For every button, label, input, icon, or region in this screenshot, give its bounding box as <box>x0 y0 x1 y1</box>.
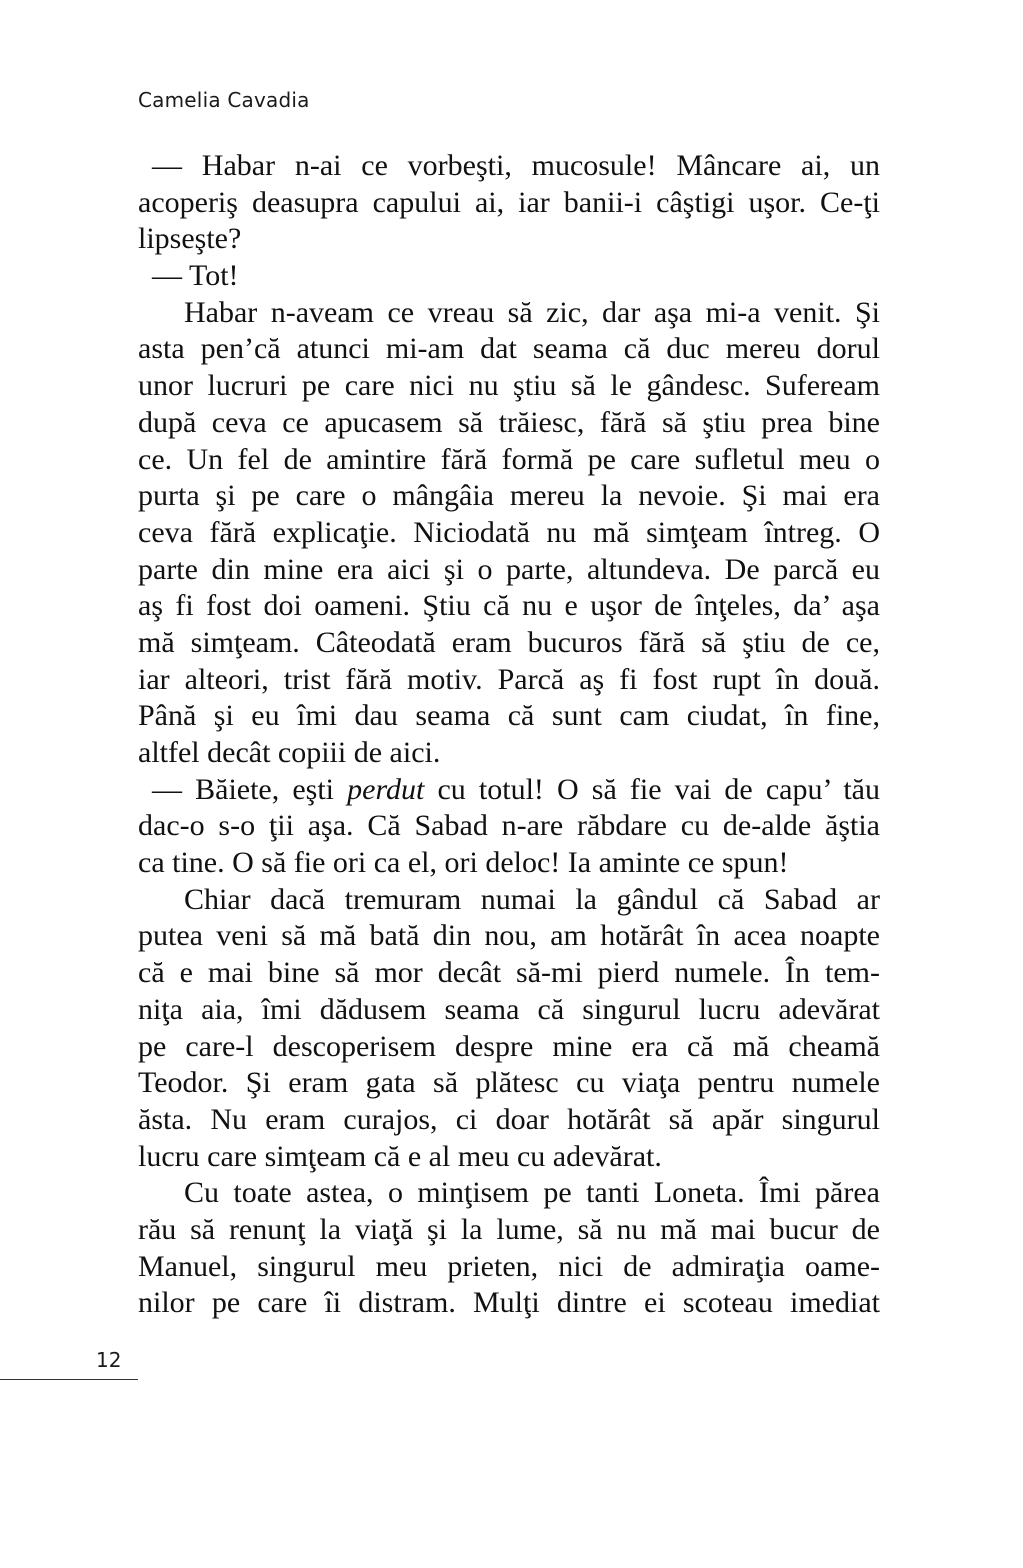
text-line: dac-o s-o ţii aşa. Că Sabad n-are răbdare cu de-alde ăştia <box>138 809 880 843</box>
text-line: Teodor. Şi eram gata să plătesc cu viaţa pentru numele <box>138 1066 880 1100</box>
text-line: Habar n-aveam ce vreau să zic, dar aşa mi-a venit. Şi <box>184 295 880 329</box>
body-text <box>138 148 880 1322</box>
text-line: ceva fără explicaţie. Niciodată nu mă simţeam întreg. O <box>138 515 880 549</box>
text-line: după ceva ce apucasem să trăiesc, fără să ştiu prea bine <box>138 405 880 439</box>
text-line: — Habar n-ai ce vorbeşti, mucosule! Mâncare ai, un <box>152 149 880 182</box>
text-line <box>138 772 880 809</box>
text-line: altfel decât copiii de aici. <box>138 736 441 769</box>
text-segment: — Băiete, eşti <box>152 772 348 806</box>
text-line: — Tot! <box>152 259 239 293</box>
text-line: Cu toate astea, o minţisem pe tanti Loneta. Îmi părea <box>184 1176 880 1210</box>
text-line: putea veni să mă bată din nou, am hotărât în acea noapte <box>138 919 880 953</box>
text-line: lucru care simţeam că e al meu cu adevărat. <box>138 1139 662 1173</box>
running-header-author: Camelia Cavadia <box>138 88 310 112</box>
text-line: aş fi fost doi oameni. Ştiu că nu e uşor de înţeles, da’ aşa <box>138 589 880 623</box>
footer-rule <box>0 1379 138 1380</box>
text-line: ca tine. O să fie ori ca el, ori deloc! Ia aminte ce spun! <box>138 846 789 880</box>
text-line: mă simţeam. Câteodată eram bucuros fără să ştiu de ce, <box>138 625 880 659</box>
italic-word: perdut <box>347 772 425 806</box>
text-line: ce. Un fel de amintire fără formă pe care sufletul meu o <box>138 442 880 476</box>
text-line: purta şi pe care o mângâia mereu la nevoie. Şi mai era <box>138 479 880 513</box>
text-line: parte din mine era aici şi o parte, altundeva. De parcă eu <box>138 552 880 586</box>
text-line: asta pen’că atunci mi-am dat seama că duc mereu dorul <box>138 332 880 366</box>
text-segment: cu totul! O să fie vai de capu’ tău <box>424 772 880 806</box>
text-line: ăsta. Nu eram curajos, ci doar hotărât să apăr singurul <box>138 1102 880 1136</box>
text-line: niţa aia, îmi dădusem seama că singurul lucru adevărat <box>138 992 880 1026</box>
text-line: unor lucruri pe care nici nu ştiu să le gândesc. Sufeream <box>138 369 880 403</box>
text-line: rău să renunţ la viaţă şi la lume, să nu mă mai bucur de <box>138 1212 880 1246</box>
text-line: acoperiş deasupra capului ai, iar banii-i câştigi uşor. Ce-ţi <box>138 185 880 219</box>
text-line: nilor pe care îi distram. Mulţi dintre ei scoteau imediat <box>138 1286 880 1320</box>
text-line: că e mai bine să mor decât să-mi pierd numele. În tem- <box>138 956 880 990</box>
page-number: 12 <box>96 1348 122 1372</box>
text-line: iar alteori, trist fără motiv. Parcă aş fi fost rupt în două. <box>138 662 880 696</box>
text-line: Chiar dacă tremuram numai la gândul că Sabad ar <box>184 882 880 916</box>
text-line: pe care-l descoperisem despre mine era că mă cheamă <box>138 1029 880 1063</box>
text-line: Până şi eu îmi dau seama că sunt cam ciudat, în fine, <box>138 699 880 733</box>
text-line: Manuel, singurul meu prieten, nici de admiraţia oame- <box>138 1249 880 1283</box>
text-line: lipseşte? <box>138 222 242 256</box>
